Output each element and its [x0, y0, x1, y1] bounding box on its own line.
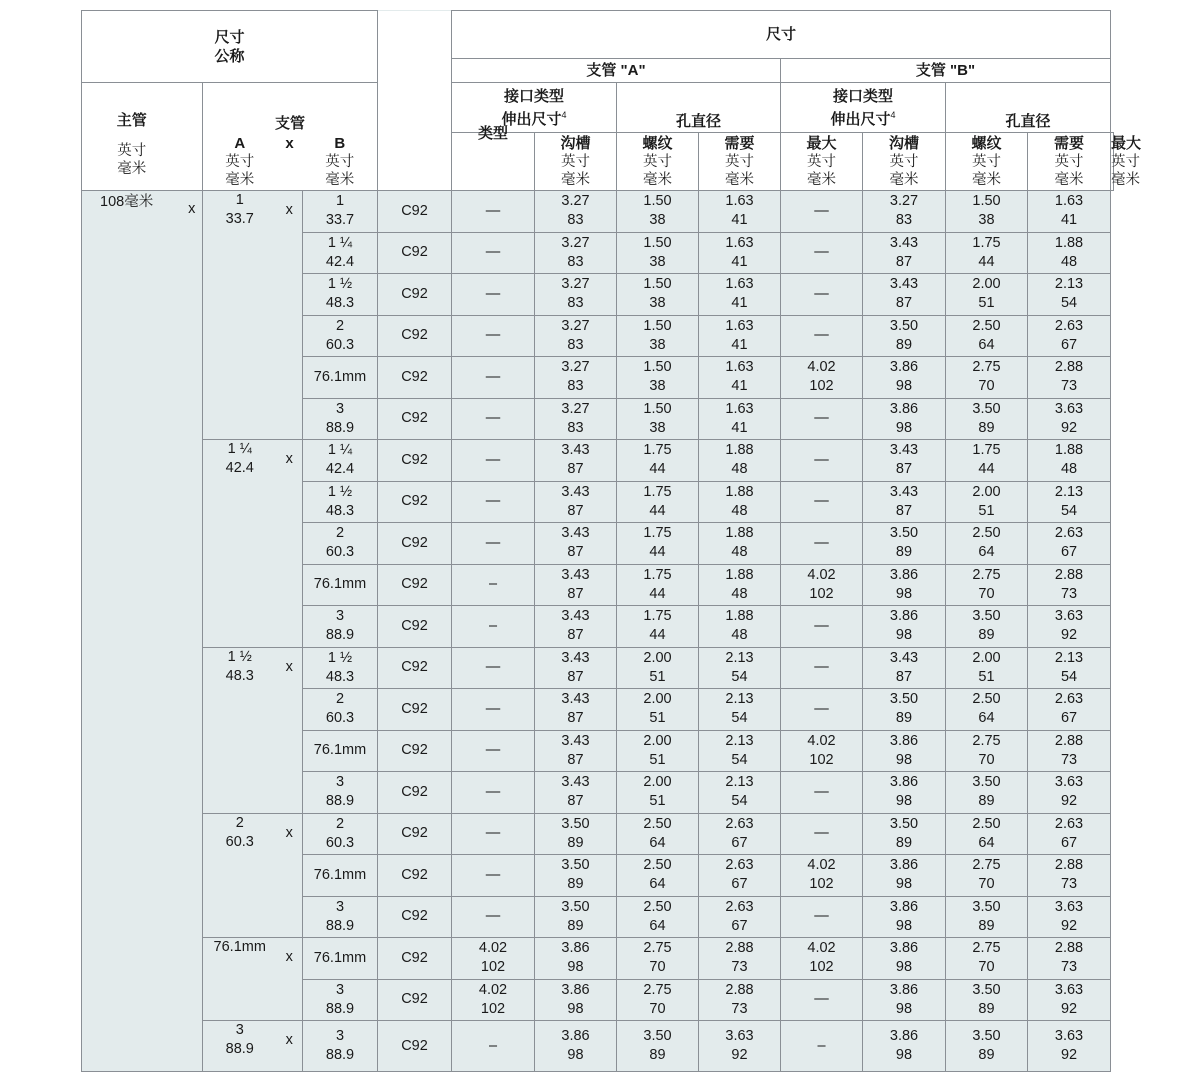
branch-header: 支管	[203, 83, 378, 133]
a-grooved-takeout: –	[452, 564, 535, 606]
type-col-header: 类型	[477, 125, 508, 142]
b-hole-max: 2.88 73	[1028, 730, 1111, 772]
branch-b-size: 76.1mm	[303, 938, 378, 980]
a-hole-required: 2.75 70	[617, 979, 699, 1021]
b-grooved-takeout: —	[781, 606, 863, 648]
a-hole-max: 2.13 54	[699, 689, 781, 731]
main-times-sign: x	[182, 191, 203, 1072]
a-hole-required: 1.50 38	[617, 398, 699, 440]
a-hole-required: 2.00 51	[617, 730, 699, 772]
a-hole-max: 2.63 67	[699, 855, 781, 897]
branch-times-sign: x	[277, 938, 303, 1021]
branch-b-size: 1 ¼ 42.4	[303, 232, 378, 274]
branch-b-size: 1 ½ 48.3	[303, 274, 378, 316]
table-row	[82, 191, 1114, 233]
a-grooved-takeout: —	[452, 232, 535, 274]
table-row	[82, 938, 1114, 980]
a-hole-max: 2.63 67	[699, 896, 781, 938]
b-hole-required: 2.50 64	[946, 813, 1028, 855]
branch-b-col-header: B 英寸 毫米	[303, 133, 378, 191]
branch-b-size: 2 60.3	[303, 315, 378, 357]
b-hole-max: 2.88 73	[1028, 564, 1111, 606]
table-body	[82, 191, 1114, 1072]
a-hole-max: 1.88 48	[699, 481, 781, 523]
branch-b-size: 76.1mm	[303, 564, 378, 606]
b-grooved-takeout: —	[781, 315, 863, 357]
b-hole-max: 3.63 92	[1028, 398, 1111, 440]
a-threaded-header: 螺纹 英寸 毫米	[617, 133, 699, 191]
table-row	[82, 1021, 1114, 1072]
a-threaded-takeout: 3.86 98	[535, 938, 617, 980]
b-hole-required: 3.50 89	[946, 398, 1028, 440]
b-hole-max: 2.63 67	[1028, 813, 1111, 855]
a-hole-required: 2.50 64	[617, 855, 699, 897]
a-threaded-takeout: 3.43 87	[535, 730, 617, 772]
b-grooved-takeout: —	[781, 398, 863, 440]
branch-b-size: 76.1mm	[303, 730, 378, 772]
dimension-table-container	[81, 10, 1142, 1072]
branch-b-size: 76.1mm	[303, 357, 378, 399]
fitting-type: C92	[378, 855, 452, 897]
b-grooved-takeout: 4.02 102	[781, 938, 863, 980]
main-pipe-header: 主管 英寸 毫米	[82, 83, 182, 191]
b-threaded-takeout: 3.43 87	[863, 232, 946, 274]
b-grooved-takeout: —	[781, 813, 863, 855]
b-threaded-takeout: 3.50 89	[863, 523, 946, 565]
a-hole-max: 1.88 48	[699, 523, 781, 565]
a-threaded-takeout: 3.43 87	[535, 772, 617, 814]
fitting-type: C92	[378, 564, 452, 606]
a-hole-required: 1.50 38	[617, 357, 699, 399]
hole-dia-b-header: 孔直径	[946, 83, 1111, 133]
a-grooved-takeout: —	[452, 398, 535, 440]
branch-b-size: 1 ½ 48.3	[303, 647, 378, 689]
b-hole-max: 3.63 92	[1028, 896, 1111, 938]
b-threaded-takeout: 3.86 98	[863, 357, 946, 399]
b-grooved-takeout: —	[781, 979, 863, 1021]
b-max-header: 最大 英寸 毫米	[1111, 133, 1114, 191]
b-hole-max: 2.63 67	[1028, 315, 1111, 357]
branch-a-size: 1 33.7	[203, 191, 277, 440]
a-hole-max: 2.88 73	[699, 938, 781, 980]
fitting-type: C92	[378, 232, 452, 274]
b-hole-max: 3.63 92	[1028, 772, 1111, 814]
fitting-type: C92	[378, 315, 452, 357]
b-threaded-takeout: 3.86 98	[863, 606, 946, 648]
table-row	[82, 440, 1114, 482]
b-threaded-takeout: 3.86 98	[863, 979, 946, 1021]
b-threaded-takeout: 3.27 83	[863, 191, 946, 233]
branch-a-size: 76.1mm	[203, 938, 277, 1021]
b-threaded-takeout: 3.50 89	[863, 813, 946, 855]
b-threaded-takeout: 3.43 87	[863, 274, 946, 316]
a-grooved-takeout: –	[452, 1021, 535, 1072]
branch-b-size: 2 60.3	[303, 813, 378, 855]
a-hole-max: 1.63 41	[699, 191, 781, 233]
branch-b-size: 1 ½ 48.3	[303, 481, 378, 523]
a-hole-required: 1.75 44	[617, 523, 699, 565]
a-threaded-takeout: 3.43 87	[535, 523, 617, 565]
nominal-size-header: 尺寸 公称	[82, 11, 378, 83]
a-hole-max: 2.13 54	[699, 772, 781, 814]
b-grooved-takeout: 4.02 102	[781, 855, 863, 897]
a-threaded-takeout: 3.43 87	[535, 440, 617, 482]
b-threaded-takeout: 3.43 87	[863, 481, 946, 523]
b-hole-max: 2.63 67	[1028, 689, 1111, 731]
joint-type-a-header: 接口类型 伸出尺寸$^4$	[452, 83, 617, 133]
branch-b-size: 1 ¼ 42.4	[303, 440, 378, 482]
branch-times-sign: x	[277, 647, 303, 813]
fitting-type: C92	[378, 813, 452, 855]
b-threaded-takeout: 3.86 98	[863, 1021, 946, 1072]
branch-b-size: 3 88.9	[303, 398, 378, 440]
branch-times-sign: x	[277, 813, 303, 938]
b-grooved-takeout: —	[781, 689, 863, 731]
b-threaded-takeout: 3.86 98	[863, 398, 946, 440]
b-hole-required: 2.50 64	[946, 689, 1028, 731]
b-hole-required: 2.75 70	[946, 855, 1028, 897]
branch-times-sign: x	[277, 191, 303, 440]
a-grooved-takeout: 4.02 102	[452, 938, 535, 980]
fitting-type: C92	[378, 523, 452, 565]
branch-b-header: 支管 "B"	[781, 59, 1111, 83]
b-grooved-takeout: —	[781, 274, 863, 316]
a-grooved-takeout: —	[452, 855, 535, 897]
fitting-type: C92	[378, 191, 452, 233]
branch-b-size: 3 88.9	[303, 979, 378, 1021]
joint-type-b-header: 接口类型 伸出尺寸$^4$	[781, 83, 946, 133]
a-threaded-takeout: 3.50 89	[535, 896, 617, 938]
a-hole-required: 2.00 51	[617, 772, 699, 814]
a-threaded-takeout: 3.43 87	[535, 606, 617, 648]
b-hole-required: 3.50 89	[946, 606, 1028, 648]
dimension-table	[81, 10, 1142, 1072]
branch-b-size: 3 88.9	[303, 1021, 378, 1072]
branch-a-size: 1 ¼ 42.4	[203, 440, 277, 648]
b-grooved-takeout: —	[781, 523, 863, 565]
a-grooved-takeout: —	[452, 730, 535, 772]
a-hole-max: 1.88 48	[699, 440, 781, 482]
branch-b-size: 2 60.3	[303, 689, 378, 731]
b-hole-required: 2.75 70	[946, 564, 1028, 606]
fitting-type: C92	[378, 938, 452, 980]
b-hole-max: 2.13 54	[1028, 274, 1111, 316]
b-threaded-takeout: 3.86 98	[863, 938, 946, 980]
a-grooved-takeout: —	[452, 191, 535, 233]
a-threaded-takeout: 3.43 87	[535, 564, 617, 606]
fitting-type: C92	[378, 896, 452, 938]
a-grooved-takeout: —	[452, 523, 535, 565]
a-threaded-takeout: 3.86 98	[535, 979, 617, 1021]
a-hole-max: 1.63 41	[699, 398, 781, 440]
b-hole-max: 2.63 67	[1028, 523, 1111, 565]
main-pipe-size: 108毫米	[82, 191, 182, 1072]
a-threaded-takeout: 3.50 89	[535, 855, 617, 897]
a-hole-required: 1.75 44	[617, 481, 699, 523]
a-hole-required: 2.50 64	[617, 813, 699, 855]
b-hole-max: 1.88 48	[1028, 232, 1111, 274]
a-grooved-takeout: —	[452, 315, 535, 357]
branch-x-col-header: x	[277, 133, 303, 191]
b-threaded-takeout: 3.50 89	[863, 689, 946, 731]
a-grooved-takeout: —	[452, 772, 535, 814]
b-threaded-takeout: 3.50 89	[863, 315, 946, 357]
b-threaded-takeout: 3.43 87	[863, 440, 946, 482]
b-grooved-takeout: –	[781, 1021, 863, 1072]
b-hole-max: 1.88 48	[1028, 440, 1111, 482]
b-hole-required: 3.50 89	[946, 1021, 1028, 1072]
branch-a-size: 1 ½ 48.3	[203, 647, 277, 813]
b-hole-required: 3.50 89	[946, 772, 1028, 814]
b-hole-required: 1.50 38	[946, 191, 1028, 233]
b-hole-required: 2.75 70	[946, 938, 1028, 980]
a-hole-required: 1.75 44	[617, 606, 699, 648]
b-grooved-takeout: 4.02 102	[781, 357, 863, 399]
b-threaded-takeout: 3.86 98	[863, 855, 946, 897]
table-header	[82, 11, 1142, 191]
a-grooved-takeout: –	[452, 606, 535, 648]
a-hole-required: 1.50 38	[617, 191, 699, 233]
a-grooved-takeout: —	[452, 357, 535, 399]
b-threaded-takeout: 3.86 98	[863, 896, 946, 938]
a-grooved-takeout: —	[452, 689, 535, 731]
fitting-type: C92	[378, 357, 452, 399]
branch-b-size: 2 60.3	[303, 523, 378, 565]
b-hole-required: 1.75 44	[946, 440, 1028, 482]
b-threaded-takeout: 3.86 98	[863, 564, 946, 606]
a-threaded-takeout: 3.43 87	[535, 647, 617, 689]
a-threaded-takeout: 3.27 83	[535, 315, 617, 357]
b-grooved-takeout: 4.02 102	[781, 730, 863, 772]
fitting-type: C92	[378, 689, 452, 731]
branch-a-header: 支管 "A"	[452, 59, 781, 83]
b-threaded-takeout: 3.86 98	[863, 772, 946, 814]
a-hole-required: 2.75 70	[617, 938, 699, 980]
a-hole-max: 2.13 54	[699, 647, 781, 689]
b-grooved-takeout: —	[781, 772, 863, 814]
b-hole-required: 2.00 51	[946, 647, 1028, 689]
a-grooved-takeout: —	[452, 481, 535, 523]
branch-times-sign: x	[277, 1021, 303, 1072]
fitting-type: C92	[378, 606, 452, 648]
a-grooved-takeout: 4.02 102	[452, 979, 535, 1021]
a-hole-max: 1.63 41	[699, 274, 781, 316]
branch-b-size: 3 88.9	[303, 606, 378, 648]
a-hole-max: 1.88 48	[699, 564, 781, 606]
fitting-type: C92	[378, 274, 452, 316]
fitting-type: C92	[378, 398, 452, 440]
branch-a-col-header: A 英寸 毫米	[203, 133, 277, 191]
b-grooved-takeout: —	[781, 647, 863, 689]
branch-times-sign: x	[277, 440, 303, 648]
b-hole-max: 2.13 54	[1028, 647, 1111, 689]
fitting-type: C92	[378, 979, 452, 1021]
b-threaded-header: 螺纹 英寸 毫米	[946, 133, 1028, 191]
branch-b-size: 1 33.7	[303, 191, 378, 233]
b-hole-required: 2.00 51	[946, 274, 1028, 316]
a-hole-required: 2.50 64	[617, 896, 699, 938]
a-grooved-takeout: —	[452, 647, 535, 689]
a-threaded-takeout: 3.27 83	[535, 232, 617, 274]
b-hole-required: 3.50 89	[946, 896, 1028, 938]
b-threaded-takeout: 3.43 87	[863, 647, 946, 689]
a-hole-required: 1.75 44	[617, 440, 699, 482]
branch-b-size: 3 88.9	[303, 896, 378, 938]
b-grooved-takeout: —	[781, 191, 863, 233]
a-hole-required: 2.00 51	[617, 647, 699, 689]
a-threaded-takeout: 3.50 89	[535, 813, 617, 855]
a-threaded-takeout: 3.27 83	[535, 398, 617, 440]
a-hole-max: 1.88 48	[699, 606, 781, 648]
b-hole-required: 2.00 51	[946, 481, 1028, 523]
b-hole-required: 2.75 70	[946, 730, 1028, 772]
main-x-spacer	[182, 83, 203, 191]
table-row	[82, 813, 1114, 855]
a-threaded-takeout: 3.43 87	[535, 689, 617, 731]
fitting-type: C92	[378, 481, 452, 523]
fitting-type: C92	[378, 1021, 452, 1072]
b-grooved-takeout: —	[781, 232, 863, 274]
fitting-type: C92	[378, 440, 452, 482]
hole-dia-a-header: 孔直径	[617, 83, 781, 133]
b-grooved-takeout: 4.02 102	[781, 564, 863, 606]
a-threaded-takeout: 3.27 83	[535, 357, 617, 399]
a-grooved-takeout: —	[452, 274, 535, 316]
b-hole-max: 3.63 92	[1028, 979, 1111, 1021]
a-grooved-takeout: —	[452, 813, 535, 855]
dimensions-header: 尺寸	[452, 11, 1111, 59]
a-hole-max: 1.63 41	[699, 232, 781, 274]
a-hole-required: 2.00 51	[617, 689, 699, 731]
branch-b-size: 3 88.9	[303, 772, 378, 814]
a-hole-max: 2.13 54	[699, 730, 781, 772]
b-hole-max: 3.63 92	[1028, 606, 1111, 648]
b-threaded-takeout: 3.86 98	[863, 730, 946, 772]
a-hole-required: 1.50 38	[617, 274, 699, 316]
fitting-type: C92	[378, 772, 452, 814]
b-grooved-takeout: —	[781, 440, 863, 482]
a-max-header: 最大 英寸 毫米	[781, 133, 863, 191]
a-hole-required: 1.75 44	[617, 564, 699, 606]
b-hole-required: 2.50 64	[946, 315, 1028, 357]
b-hole-required: 2.75 70	[946, 357, 1028, 399]
a-grooved-header: 沟槽 英寸 毫米	[535, 133, 617, 191]
b-hole-max: 1.63 41	[1028, 191, 1111, 233]
a-grooved-takeout: —	[452, 440, 535, 482]
type-header-spacer	[378, 11, 452, 191]
b-hole-max: 2.88 73	[1028, 938, 1111, 980]
b-hole-required: 1.75 44	[946, 232, 1028, 274]
b-hole-max: 3.63 92	[1028, 1021, 1111, 1072]
b-hole-max: 2.88 73	[1028, 357, 1111, 399]
fitting-type: C92	[378, 730, 452, 772]
fitting-type: C92	[378, 647, 452, 689]
a-threaded-takeout: 3.86 98	[535, 1021, 617, 1072]
b-hole-max: 2.88 73	[1028, 855, 1111, 897]
a-threaded-takeout: 3.27 83	[535, 191, 617, 233]
a-threaded-takeout: 3.27 83	[535, 274, 617, 316]
b-hole-required: 3.50 89	[946, 979, 1028, 1021]
a-hole-max: 1.63 41	[699, 315, 781, 357]
a-hole-max: 2.88 73	[699, 979, 781, 1021]
b-grooved-takeout: —	[781, 896, 863, 938]
a-hole-required: 1.50 38	[617, 315, 699, 357]
a-hole-max: 2.63 67	[699, 813, 781, 855]
a-grooved-takeout: —	[452, 896, 535, 938]
a-hole-max: 1.63 41	[699, 357, 781, 399]
a-required-header: 需要 英寸 毫米	[699, 133, 781, 191]
branch-a-size: 2 60.3	[203, 813, 277, 938]
a-hole-required: 3.50 89	[617, 1021, 699, 1072]
a-hole-max: 3.63 92	[699, 1021, 781, 1072]
branch-b-size: 76.1mm	[303, 855, 378, 897]
b-required-header: 需要 英寸 毫米	[1028, 133, 1111, 191]
branch-a-size: 3 88.9	[203, 1021, 277, 1072]
b-hole-required: 2.50 64	[946, 523, 1028, 565]
a-threaded-takeout: 3.43 87	[535, 481, 617, 523]
a-hole-required: 1.50 38	[617, 232, 699, 274]
b-grooved-takeout: —	[781, 481, 863, 523]
table-row	[82, 647, 1114, 689]
b-hole-max: 2.13 54	[1028, 481, 1111, 523]
b-grooved-header: 沟槽 英寸 毫米	[863, 133, 946, 191]
